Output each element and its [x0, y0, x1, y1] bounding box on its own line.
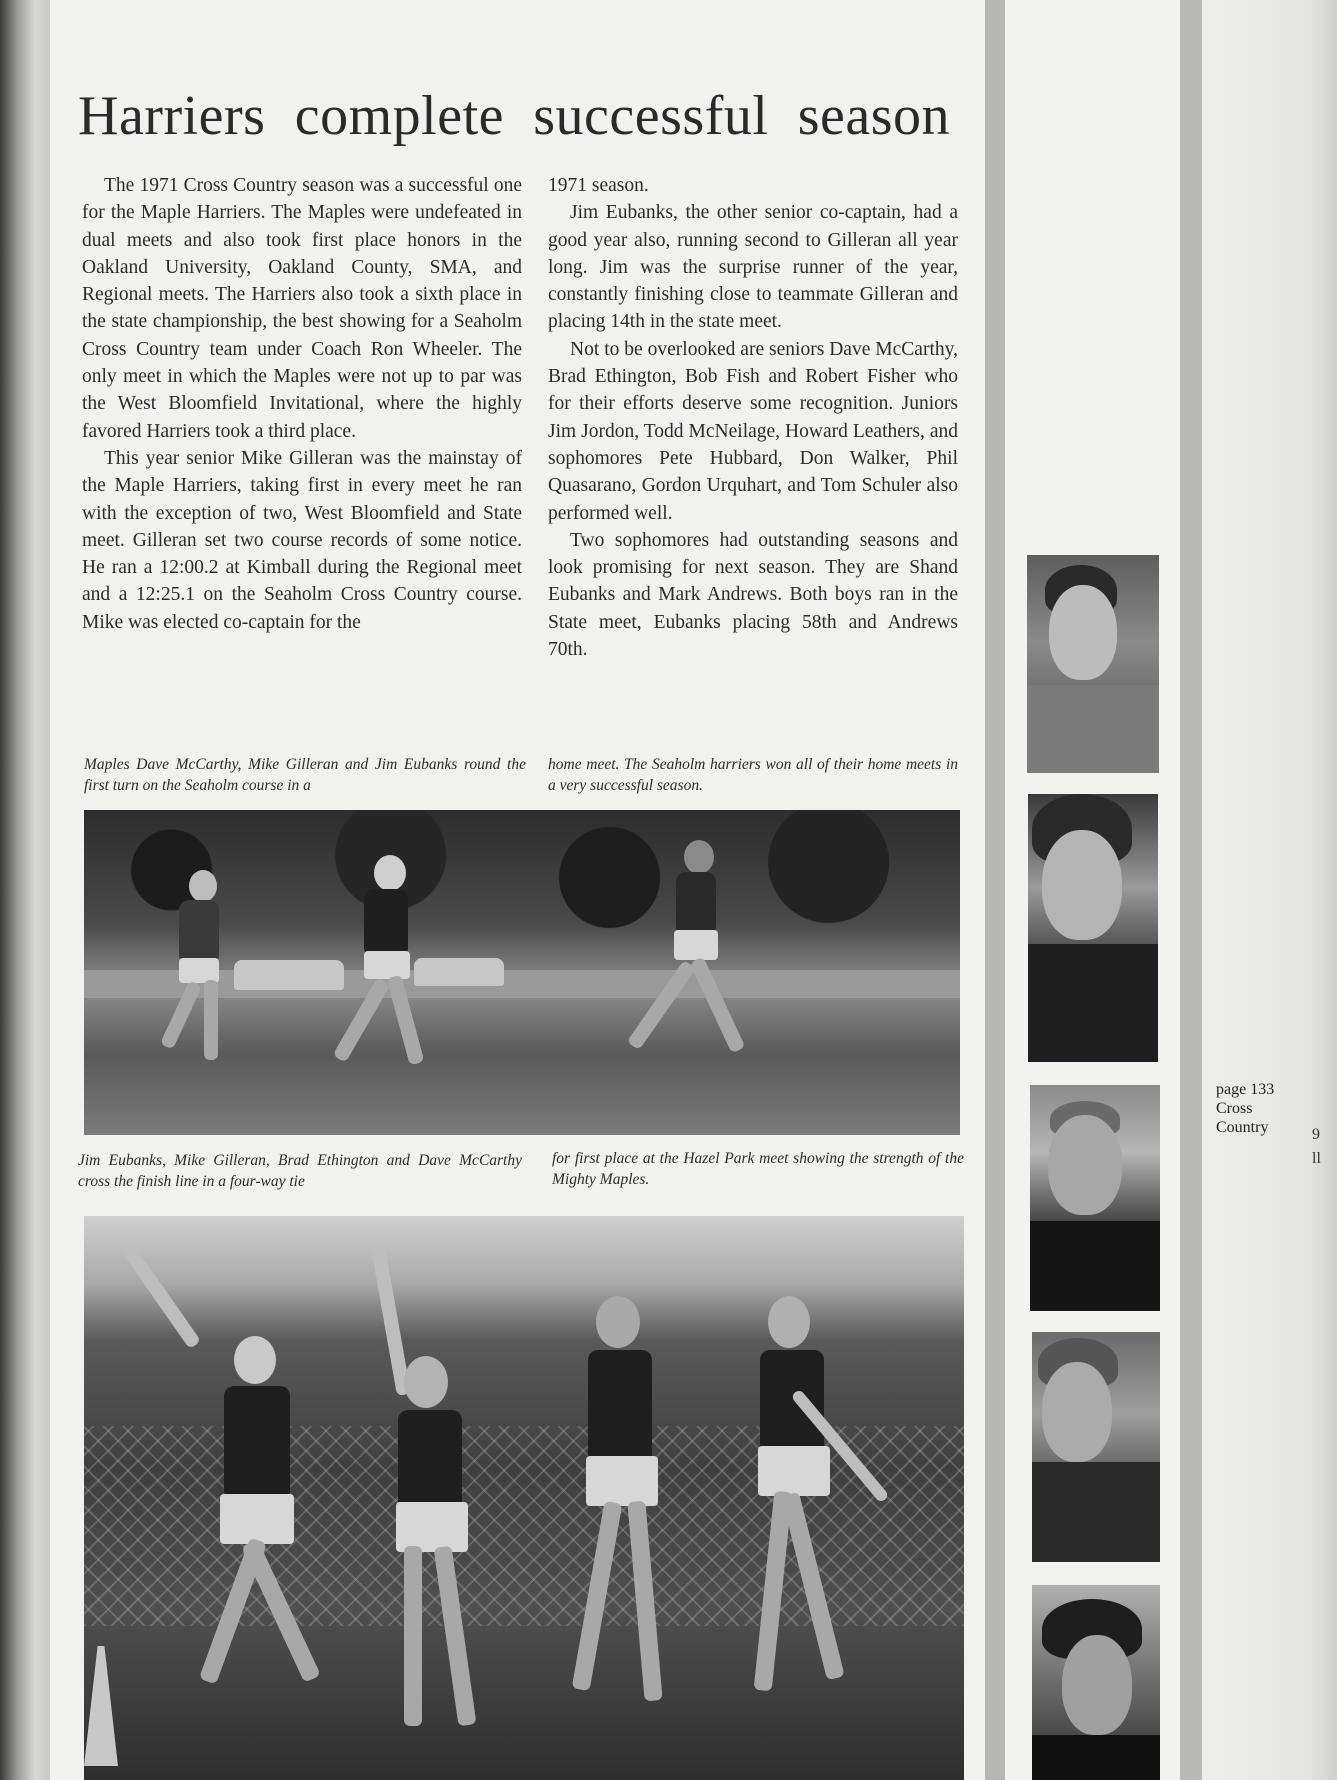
article-column-right: [548, 172, 958, 663]
section-name-line: Cross: [1216, 1100, 1253, 1117]
article-paragraph: The 1971 Cross Country season was a successful one for the Maple Harriers. The Maples were undefeated in dual meets and also took first place honors in the Oakland University, Oakland County, SMA, and Regional meets. The Harriers also took a sixth place in the state championship, the best showing for a Seaholm Cross Country team under Coach Ron Wheeler. The only meet in which the Maples were not up to par was the West Bloomfield Invitational, where the highly favored Harriers took a third place.: [82, 175, 522, 442]
left-binding-edge: [0, 0, 50, 1780]
finish-line-photo: [84, 1216, 964, 1780]
title-word: season: [797, 85, 950, 147]
runners-course-photo: [84, 810, 960, 1135]
article-column-left: [82, 172, 522, 636]
page-divider-band-2: [1180, 0, 1202, 1780]
page-number-label: [1216, 1080, 1274, 1137]
adjacent-page-text-fragment: ll: [1312, 1150, 1321, 1167]
article-paragraph: Not to be overlooked are seniors Dave McCarthy, Brad Ethington, Bob Fish and Robert Fisher who for their efforts deserve some recognition. Juniors Jim Jordon, Todd McNeilage, Howard Leathers, and sophomores Pete Hubbard, Don Walker, Phil Quasarano, Gordon Urquhart, and Tom Schuler also performed well.: [548, 338, 958, 524]
page-divider-band: [985, 0, 1005, 1780]
traffic-cone: [84, 1646, 118, 1766]
parked-car: [234, 960, 344, 990]
parked-car: [414, 958, 504, 986]
page-number: page 133: [1216, 1081, 1275, 1098]
photo1-caption-left: Maples Dave McCarthy, Mike Gilleran and Jim Eubanks round the first turn on the Seaholm course in a: [84, 756, 526, 794]
portrait-photo: [1027, 555, 1159, 773]
title-word: Harriers: [78, 85, 266, 147]
portrait-photo: [1028, 794, 1158, 1062]
article-paragraph: This year senior Mike Gilleran was the mainstay of the Maple Harriers, taking first in every meet he ran with the exception of two, West Bloomfield and State meet. Gilleran set two course records of some notice. He ran a 12:00.2 at Kimball during the Regional meet and a 12:25.1 on the Seaholm Cross Country course. Mike was elected co-captain for the: [82, 447, 522, 633]
adjacent-page-edge: [1202, 0, 1337, 1780]
article-paragraph: Two sophomores had outstanding seasons and look promising for next season. They are Shand Eubanks and Mark Andrews. Both boys ran in the State meet, Eubanks placing 58th and Andrews 70th.: [548, 529, 958, 661]
title-word: complete: [294, 85, 504, 147]
article-paragraph: Jim Eubanks, the other senior co-captain, had a good year also, running second to Gilleran all year long. Jim was the surprise runner of the year, constantly finishing close to teammate Gilleran and placing 14th in the state meet.: [548, 202, 958, 333]
photo1-caption-right: home meet. The Seaholm harriers won all of their home meets in a very successful season.: [548, 756, 958, 794]
portrait-photo: [1030, 1085, 1160, 1311]
title-word: successful: [533, 85, 769, 147]
portrait-photo: [1032, 1585, 1160, 1780]
section-name-line: Country: [1216, 1119, 1269, 1136]
article-paragraph: 1971 season.: [548, 175, 649, 196]
chain-link-fence: [84, 1426, 964, 1626]
article-title: [78, 84, 950, 148]
photo2-caption-right: for first place at the Hazel Park meet showing the strength of the Mighty Maples.: [552, 1150, 964, 1188]
adjacent-page-text-fragment: 9: [1312, 1126, 1320, 1143]
portrait-photo: [1032, 1332, 1160, 1562]
photo2-caption-left: Jim Eubanks, Mike Gilleran, Brad Ethington and Dave McCarthy cross the finish line in a four-way tie: [78, 1152, 522, 1190]
